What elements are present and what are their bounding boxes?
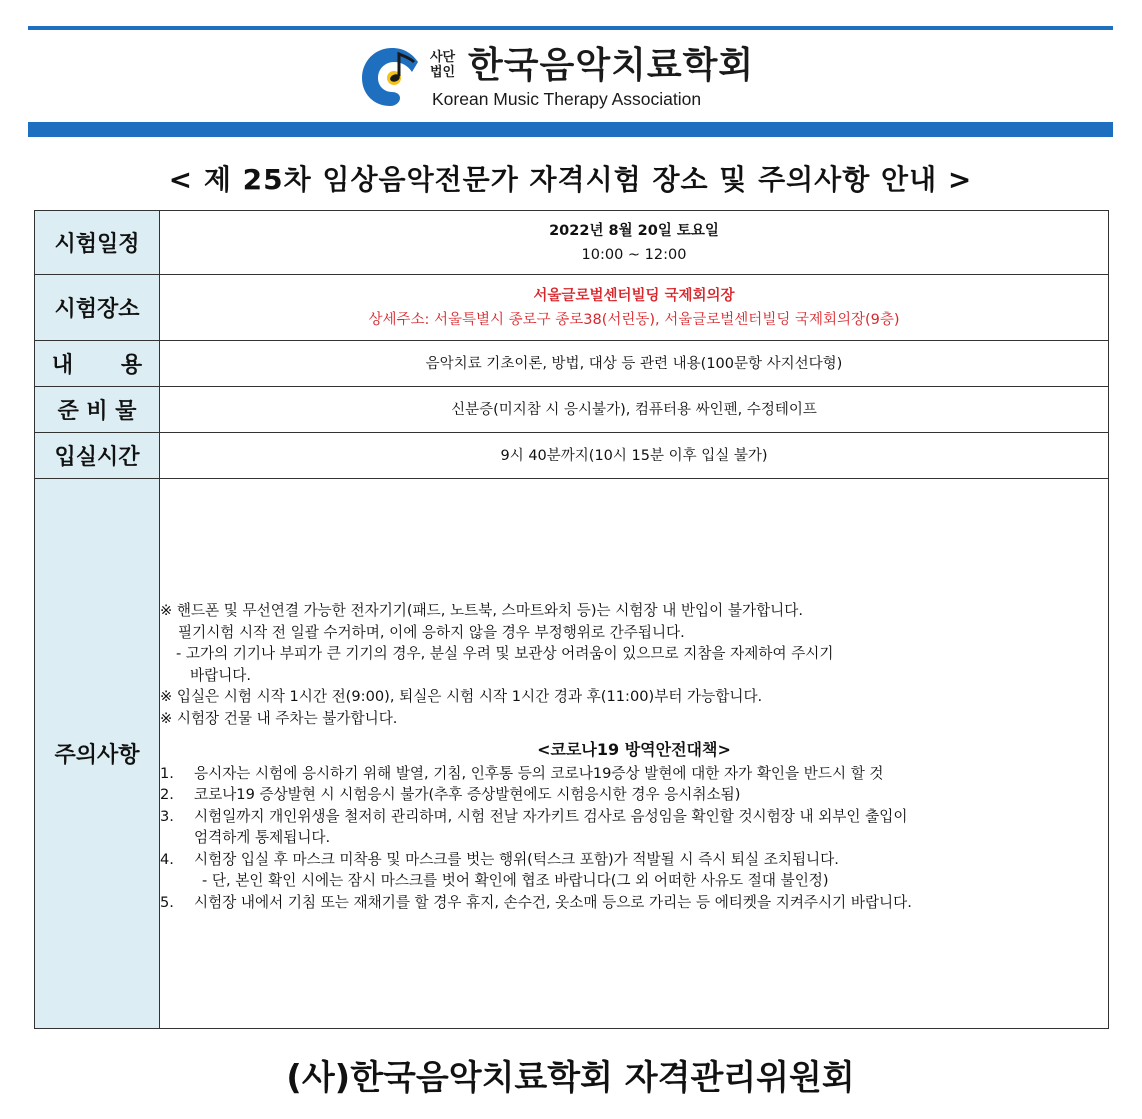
notes-line: - 고가의 기기나 부피가 큰 기기의 경우, 분실 우려 및 보관상 어려움이 있으므로 지참을 자제하여 주시기 bbox=[176, 645, 834, 662]
list-item bbox=[160, 827, 1108, 849]
list-item-text: 시험장 내에서 기침 또는 재채기를 할 경우 휴지, 손수건, 옷소매 등으로 가리는 등 에티켓을 지켜주시기 바랍니다. bbox=[194, 893, 912, 911]
list-item-number: 5. bbox=[160, 893, 174, 911]
list-item bbox=[160, 763, 1108, 785]
list-item bbox=[160, 849, 1108, 871]
schedule-label: 시험일정 bbox=[35, 211, 160, 275]
list-item-text: 코로나19 증상발현 시 시험응시 불가(추후 증상발현에도 시험응시한 경우 응시취소됨) bbox=[194, 786, 741, 803]
list-item-text: 응시자는 시험에 응시하기 위해 발열, 기침, 인후통 등의 코로나19증상 발현에 대한 자가 확인을 반드시 할 것 bbox=[194, 764, 884, 782]
list-item bbox=[160, 806, 1108, 828]
venue-address: 상세주소: 서울특별시 종로구 종로38(서린동), 서울글로벌센터빌딩 국제회의장(9층) bbox=[368, 311, 900, 328]
org-type-line2: 법인 bbox=[430, 65, 456, 80]
list-item-text: 시험장 입실 후 마스크 미착용 및 마스크를 벗는 행위(턱스크 포함)가 적발될 시 즉시 퇴실 조치됩니다. bbox=[194, 850, 839, 868]
header-blue-bar bbox=[28, 122, 1113, 137]
table-row-content bbox=[35, 341, 1109, 387]
list-item-text: 시험일까지 개인위생을 철저히 관리하며, 시험 전날 자가키트 검사로 음성임을 확인할 것시험장 내 외부인 출입이 bbox=[194, 807, 908, 825]
venue-name: 서울글로벌센터빌딩 국제회의장 bbox=[533, 287, 735, 304]
org-name-korean: 한국음악치료학회 bbox=[468, 45, 755, 86]
table-row-schedule bbox=[35, 211, 1109, 275]
org-type-label bbox=[430, 50, 460, 80]
notes-line: 바랍니다. bbox=[190, 666, 252, 684]
list-item-text: 엄격하게 통제됩니다. bbox=[194, 829, 331, 846]
notes-line: 필기시험 시작 전 일괄 수거하며, 이에 응하지 않을 경우 부정행위로 간주됩니다. bbox=[178, 623, 685, 641]
content-value: 음악치료 기초이론, 방법, 대상 등 관련 내용(100문항 사지선다형) bbox=[160, 341, 1109, 387]
org-name-english: Korean Music Therapy Association bbox=[432, 89, 702, 109]
list-item-number: 1. bbox=[160, 764, 174, 782]
notes-value bbox=[160, 479, 1109, 1029]
schedule-date: 2022년 8월 20일 토요일 bbox=[549, 222, 719, 239]
entry-value: 9시 40분까지(10시 15분 이후 입실 불가) bbox=[160, 433, 1109, 479]
list-item bbox=[160, 784, 1108, 806]
schedule-value bbox=[160, 211, 1109, 275]
covid-heading: <코로나19 방역안전대책> bbox=[537, 740, 731, 759]
list-item bbox=[160, 892, 1108, 914]
org-logo bbox=[358, 44, 788, 114]
notes-label: 주의사항 bbox=[35, 479, 160, 1029]
footer-committee: (사)한국음악치료학회 자격관리위원회 bbox=[286, 1058, 855, 1098]
table-row-venue bbox=[35, 275, 1109, 341]
venue-value bbox=[160, 275, 1109, 341]
list-item-number: 3. bbox=[160, 807, 174, 825]
notes-line: ※ 시험장 건물 내 주차는 불가합니다. bbox=[160, 709, 398, 727]
table-row-notes bbox=[35, 479, 1109, 1029]
exam-info-table bbox=[34, 210, 1109, 1029]
notes-line: ※ 핸드폰 및 무선연결 가능한 전자기기(패드, 노트북, 스마트와치 등)는 시험장 내 반입이 불가합니다. bbox=[160, 602, 804, 619]
list-item bbox=[160, 870, 1108, 892]
venue-label: 시험장소 bbox=[35, 275, 160, 341]
org-type-line1: 사단 bbox=[430, 50, 456, 65]
list-item-text: - 단, 본인 확인 시에는 잠시 마스크를 벗어 확인에 협조 바랍니다(그 외 어떠한 사유도 절대 불인정) bbox=[202, 872, 829, 889]
table-row-supplies bbox=[35, 387, 1109, 433]
table-row-entry bbox=[35, 433, 1109, 479]
supplies-value: 신분증(미지참 시 응시불가), 컴퓨터용 싸인펜, 수정테이프 bbox=[160, 387, 1109, 433]
supplies-label: 준 비 물 bbox=[35, 387, 160, 433]
music-note-head-logo-icon bbox=[358, 44, 420, 110]
schedule-time: 10:00 ~ 12:00 bbox=[581, 246, 687, 263]
page-title: < 제 25차 임상음악전문가 자격시험 장소 및 주의사항 안내 > bbox=[168, 163, 973, 196]
list-item-number: 2. bbox=[160, 786, 174, 803]
entry-label: 입실시간 bbox=[35, 433, 160, 479]
top-divider-line bbox=[28, 26, 1113, 30]
content-label: 내 용 bbox=[35, 341, 160, 387]
notes-line: ※ 입실은 시험 시작 1시간 전(9:00), 퇴실은 시험 시작 1시간 경과 후(11:00)부터 가능합니다. bbox=[160, 688, 763, 705]
list-item-number: 4. bbox=[160, 850, 174, 868]
